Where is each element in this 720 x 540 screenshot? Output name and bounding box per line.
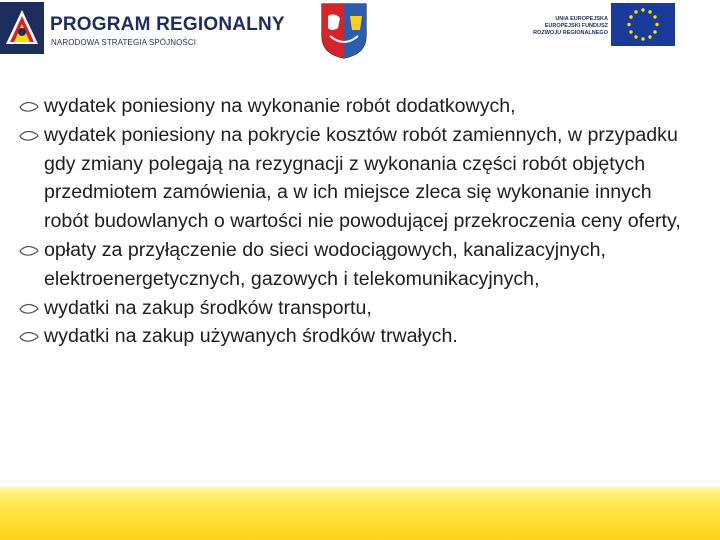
program-regionalny-logo (0, 0, 285, 60)
list-item (18, 236, 698, 294)
eu-flag-icon (611, 3, 675, 46)
list-item (18, 294, 698, 323)
program-subtitle: NARODOWA STRATEGIA SPÓJNOŚCI (51, 38, 197, 47)
bullet-icon (18, 101, 40, 113)
list-item (18, 121, 698, 236)
bullet-icon (18, 245, 40, 257)
list-item (18, 322, 698, 351)
bullet-icon (18, 130, 40, 142)
eu-text-line: EUROPEJSKI FUNDUSZ (544, 23, 608, 29)
bullet-text: wydatki na zakup używanych środków trwałych. (44, 325, 458, 348)
eu-text-line: ROZWOJU REGIONALNEGO (533, 30, 608, 36)
program-title: PROGRAM REGIONALNY (50, 14, 285, 35)
eu-text-block (520, 16, 608, 37)
list-item (18, 92, 698, 121)
program-logo-icon (0, 2, 44, 54)
bullet-list (18, 92, 698, 351)
slide-header (0, 0, 720, 80)
bullet-icon (18, 303, 40, 315)
bullet-text: wydatek poniesiony na wykonanie robót dodatkowych, (44, 95, 516, 117)
bullet-text: opłaty za przyłączenie do sieci wodociągowych, kanalizacyjnych, elektroenergetycznych, gazowych i telekomunikacyjnych, (44, 238, 606, 290)
bullet-text: wydatek poniesiony na pokrycie kosztów robót zamiennych, w przypadku gdy zmiany polegają na rezygnacji z wykonania części robót objętych przedmiotem zamówienia, a w ich miejsce zleca się wykonanie innych robót budowlanych o wartości nie powodującej przekroczenia ceny oferty, (44, 123, 681, 233)
bullet-icon (18, 331, 40, 343)
region-crest-icon (318, 2, 370, 60)
bullet-text: wydatki na zakup środków transportu, (44, 296, 372, 319)
footer-bar (0, 487, 720, 540)
eu-text-line: UNIA EUROPEJSKA (555, 16, 608, 22)
